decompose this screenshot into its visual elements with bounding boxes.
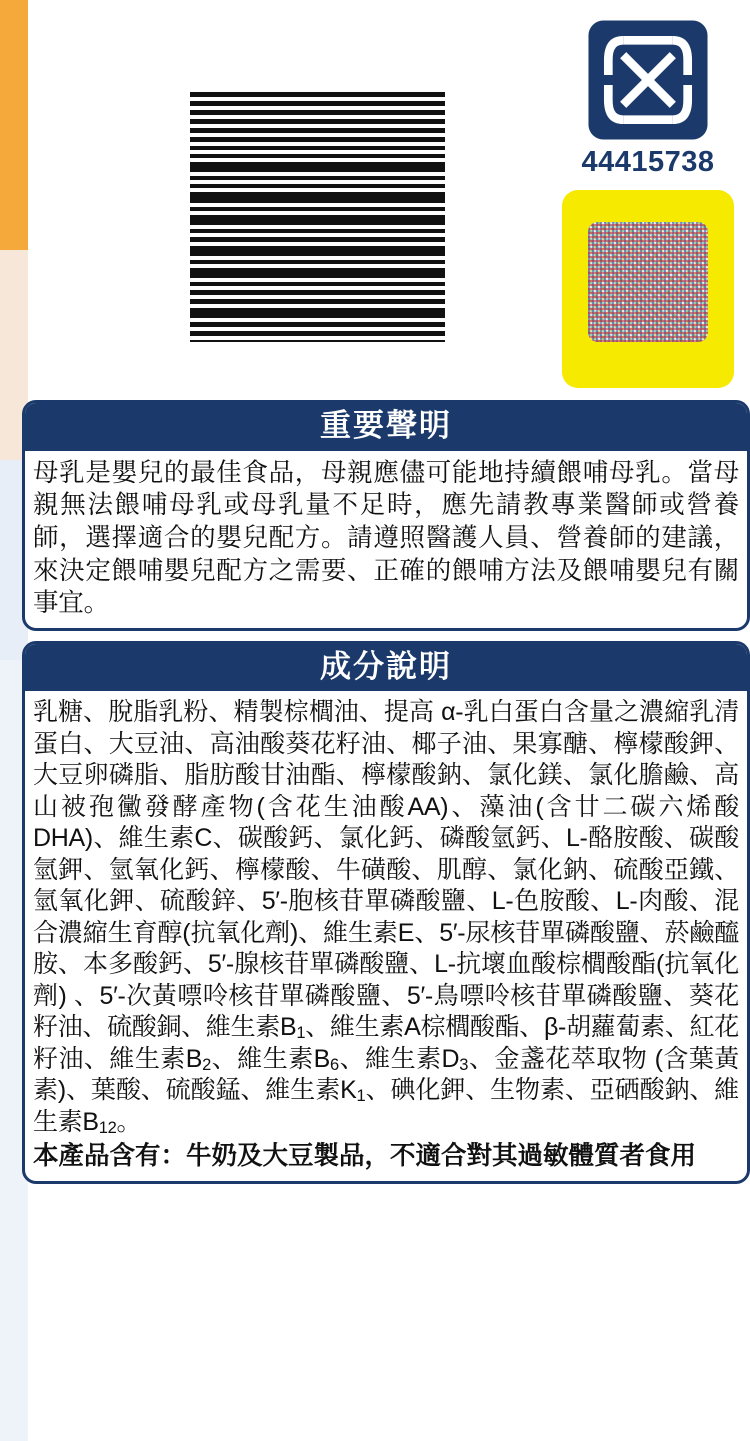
important-statement-text: 母乳是嬰兒的最佳食品，母親應儘可能地持續餵哺母乳。當母親無法餵哺母乳或母乳量不足時，應先請教專業醫師或營養師，選擇適合的嬰兒配方。請遵照醫護人員、營養師的建議，來決定餵哺嬰兒配方之需要、正確的餵哺方法及餵哺嬰兒有關事宜。 [33,458,739,618]
ingredients-text-part1: 乳糖、脫脂乳粉、精製棕櫚油、提高 α-乳白蛋白含量之濃縮乳清蛋白、大豆油、高油酸葵花籽油、椰子油、果寡醣、檸檬酸鉀、大豆卵磷脂、脂肪酸甘油酯、檸檬酸鈉、氯化鎂、氯化膽鹼、高山被孢黴發酵產物(含花生油酸AA)、藻油(含廿二碳六烯酸DHA)、維生素C、碳酸鈣、氯化鈣、磷酸氫鈣、L-酪胺酸、碳酸氫鉀、氫氧化鈣、檸檬酸、牛磺酸、肌醇、氯化鈉、硫酸亞鐵、氫氧化鉀、硫酸鋅、5′-胞核苷單磷酸鹽、L-色胺酸、L-肉酸、混合濃縮生育醇(抗氧化劑)、維生素E、5′-尿核苷單磷酸鹽、菸鹼醯胺、本多酸鈣、5′-腺核苷單磷酸鹽、L-抗壞血酸棕櫚酸酯(抗氧化劑) 、5′-次黃嘌呤核苷單磷酸鹽、5′-鳥嘌呤核苷單磷酸鹽、葵花籽油、硫酸銅、維生素B [33,698,739,1042]
recycling-registration-number: 44415738 [581,146,715,178]
ingredients-panel [22,641,750,1184]
important-statement-panel [22,400,750,631]
important-statement-title: 重要聲明 [25,403,747,451]
vitamin-b1-subscript: 1 [296,1024,306,1043]
ingredients-text-part2: 、維生素A棕櫚酸酯、β-胡蘿蔔素、紅花籽油、維生素B [33,1013,739,1073]
ingredients-text-part7: 。 [116,1107,142,1136]
qr-code-panel[interactable] [562,190,734,388]
barcode-panel [100,12,532,392]
barcode-icon [190,92,445,342]
ingredients-title: 成分說明 [25,644,747,692]
recycling-mark-icon [586,18,710,142]
ingredients-text-part5: 、金盞花萃取物 (含葉黃素)、葉酸、硫酸錳、維生素K [33,1044,739,1105]
ingredients-text-part4: 、維生素D [338,1044,460,1073]
ingredients-body [25,691,747,1180]
allergen-warning: 本產品含有：牛奶及大豆製品，不適合對其過敏體質者食用 [33,1142,697,1171]
important-statement-body [25,451,747,628]
vitamin-b6-subscript: 6 [330,1055,339,1074]
qr-code-icon[interactable] [588,222,708,342]
top-codes-area [22,0,750,400]
qr-code-pattern [588,222,708,342]
vitamin-b12-subscript: 12 [98,1118,117,1137]
label-page [22,0,750,1441]
recycling-mark-block [562,18,734,179]
vitamin-b2-subscript: 2 [202,1055,212,1074]
vitamin-k1-subscript: 1 [356,1087,366,1106]
ingredients-text [33,697,739,1138]
ingredients-text-part6: 、碘化鉀、生物素、亞硒酸鈉、維生素B [33,1076,739,1136]
ingredients-text-part3: 、維生素B [211,1044,331,1073]
vitamin-d3-subscript: 3 [459,1055,469,1074]
